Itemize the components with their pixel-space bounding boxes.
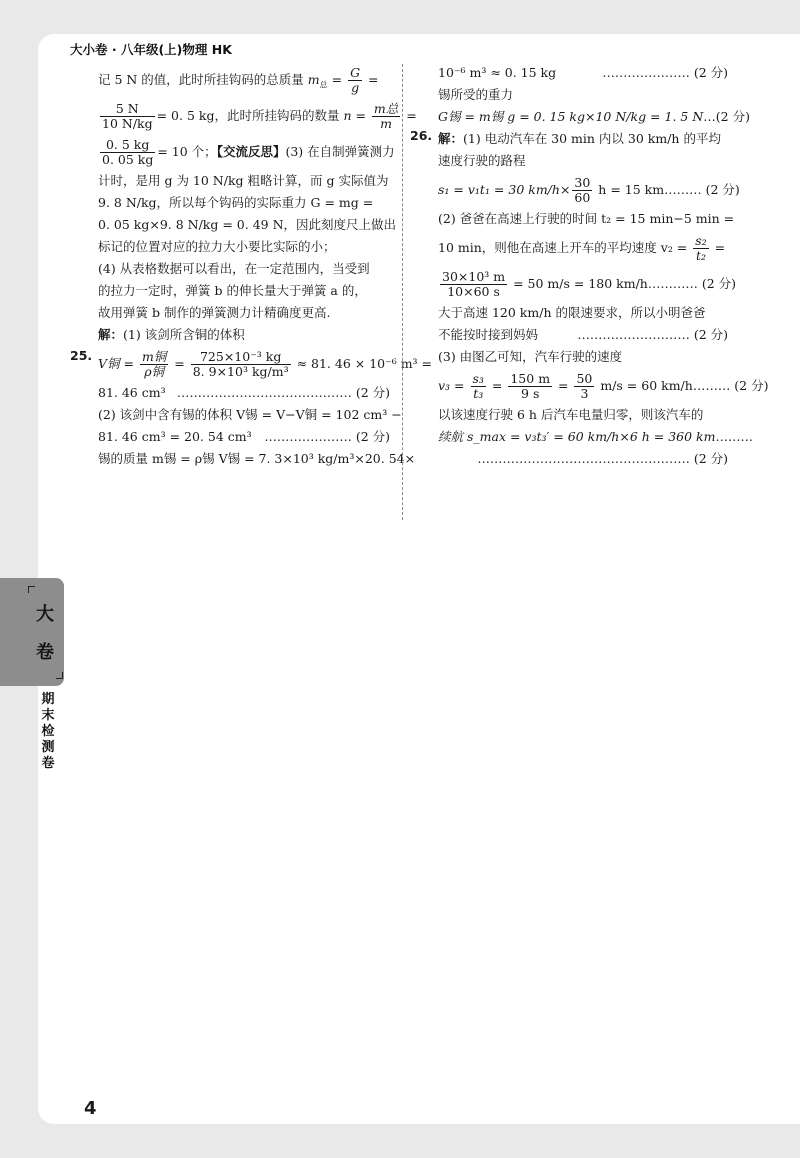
answer-label: 解：	[98, 327, 124, 342]
text-segment: =	[170, 356, 189, 371]
numerator: 0. 5 kg	[100, 138, 155, 153]
text-segment: n	[343, 108, 352, 123]
corner-mark	[56, 672, 63, 679]
score-dots: ……………………… (2 分)	[577, 327, 728, 342]
side-label-char: 期	[41, 692, 55, 707]
page-number: 4	[84, 1098, 97, 1119]
score-dots: ………………… (2 分)	[602, 65, 728, 80]
side-label-char: 末	[41, 708, 55, 723]
q25-line-3	[98, 382, 390, 404]
score-dots: ………………… (2 分)	[264, 429, 390, 444]
q25-line-1	[98, 324, 390, 346]
side-label-char: 测	[41, 740, 55, 755]
text-segment: V铜 =	[98, 356, 138, 371]
text-segment: =	[364, 72, 379, 87]
left-line-3	[98, 134, 395, 170]
fraction	[693, 234, 708, 263]
q26-line-11: 以该速度行驶 6 h 后汽车电量归零，则该汽车的	[438, 407, 704, 422]
denominator: ρ铜	[144, 364, 165, 379]
side-tab	[0, 578, 64, 686]
text-segment: 记 5 N 的值，此时所挂钩码的总质量	[98, 72, 308, 87]
column-divider	[402, 64, 403, 520]
text-segment: =	[351, 108, 370, 123]
fraction	[440, 270, 507, 299]
text-segment: =	[487, 378, 507, 393]
right-column	[438, 62, 769, 470]
text-segment: 81. 46 cm³	[98, 385, 166, 400]
side-label-char: 卷	[41, 756, 55, 771]
text-segment: (1) 电动汽车在 30 min 内以 30 km/h 的平均	[463, 131, 721, 146]
denominator: 8. 9×10³ kg/m³	[192, 364, 289, 379]
text-segment: ≈ 81. 46 × 10⁻⁶ m³ =	[292, 356, 433, 371]
fraction	[471, 372, 486, 401]
text-segment: 续航 s_max = v₃t₃′ = 60 km/h×6 h = 360 km	[438, 429, 716, 444]
q26-line-5	[438, 230, 728, 266]
q26-line-7: 大于高速 120 km/h 的限速要求，所以小明爸爸	[438, 305, 706, 320]
denominator: 9 s	[521, 386, 540, 401]
left-line-9: 的拉力一定时，弹簧 b 的伸长量大于弹簧 a 的，	[98, 283, 367, 298]
q26-line-10	[438, 368, 769, 404]
text-segment: 81. 46 cm³ = 20. 54 cm³	[98, 429, 252, 444]
numerator: s₃	[472, 371, 484, 386]
side-tab-char-2: 卷	[36, 642, 54, 663]
q26-line-1	[438, 128, 728, 150]
numerator: 30	[574, 175, 591, 190]
corner-mark	[28, 586, 35, 593]
q26-line-4: (2) 爸爸在高速上行驶的时间 t₂ = 15 min−5 min =	[438, 211, 735, 226]
score-dots: ……… (2 分)	[692, 378, 769, 393]
q26-line-8	[438, 324, 728, 346]
numerator: m总	[373, 101, 399, 116]
fraction	[100, 102, 155, 131]
q26-line-13: …………………………………………… (2 分)	[477, 451, 728, 466]
q26-line-3	[438, 172, 740, 208]
q25-line-6: 锡的质量 m锡 = ρ锡 V锡 = 7. 3×10³ kg/m³×20. 54×	[98, 451, 416, 466]
text-segment: = 10 个；	[157, 144, 217, 159]
page-header: 大小卷 · 八年级(上)物理 HK	[70, 42, 232, 57]
fraction	[140, 350, 168, 379]
text-segment: =	[402, 108, 417, 123]
text-segment: 10 min，则他在高速上开车的平均速度 v₂ =	[438, 240, 692, 255]
numerator: 150 m	[510, 371, 551, 386]
left-line-7: 标记的位置对应的拉力大小要比实际的小；	[98, 239, 336, 254]
question-number-25: 25.	[70, 348, 93, 363]
text-segment: m	[307, 72, 320, 87]
numerator: 50	[576, 371, 593, 386]
denominator: 10 N/kg	[102, 116, 153, 131]
text-segment: v₃ =	[438, 378, 469, 393]
score-dots: ………	[715, 429, 753, 444]
text-segment: h = 15 km	[594, 182, 665, 197]
side-label-char: 检	[41, 724, 55, 739]
score-dots: …………………………………… (2 分)	[176, 385, 390, 400]
fraction	[348, 66, 362, 95]
q25-line-5	[98, 426, 390, 448]
fraction	[508, 372, 552, 401]
fraction	[372, 102, 400, 131]
denominator: 60	[574, 190, 591, 205]
text-segment: m/s = 60 km/h	[596, 378, 693, 393]
side-label	[40, 692, 56, 772]
fraction	[191, 350, 291, 379]
numerator: m铜	[141, 349, 167, 364]
subscript: 总	[319, 80, 328, 90]
score-dots: …(2 分)	[703, 109, 750, 124]
denominator: 10×60 s	[447, 284, 500, 299]
q26-line-12	[438, 426, 753, 448]
text-segment: (1) 该剑所含铜的体积	[123, 327, 245, 342]
text-segment: = 50 m/s = 180 km/h	[509, 276, 648, 291]
section-tag: 【交流反思】	[216, 144, 286, 159]
text-segment: 10⁻⁶ m³ ≈ 0. 15 kg	[438, 65, 557, 80]
denominator: t₃	[473, 386, 484, 401]
fraction	[100, 138, 155, 167]
right-line-2: 锡所受的重力	[438, 87, 514, 102]
denominator: t₂	[695, 248, 706, 263]
denominator: g	[351, 80, 360, 95]
denominator: 3	[580, 386, 589, 401]
text-segment: G锡 = m锡 g = 0. 15 kg×10 N/kg = 1. 5 N	[438, 109, 704, 124]
answer-label: 解：	[438, 131, 464, 146]
text-segment: =	[327, 72, 347, 87]
left-line-6: 0. 05 kg×9. 8 N/kg = 0. 49 N，因此刻度尺上做出	[98, 217, 397, 232]
right-line-1	[438, 62, 728, 84]
q25-line-2	[98, 346, 433, 382]
text-segment: 不能按时接到妈妈	[438, 327, 539, 342]
score-dots: ………… (2 分)	[647, 276, 737, 291]
left-line-2	[98, 98, 417, 134]
fraction	[574, 372, 594, 401]
q26-line-9: (3) 由图乙可知，汽车行驶的速度	[438, 349, 623, 364]
numerator: 30×10³ m	[442, 269, 506, 284]
text-segment: = 0. 5 kg，此时所挂钩码的数量	[156, 108, 344, 123]
left-line-8: (4) 从表格数据可以看出，在一定范围内，当受到	[98, 261, 370, 276]
left-line-1	[98, 62, 390, 98]
text-segment: =	[710, 240, 726, 255]
denominator: 0. 05 kg	[102, 152, 154, 167]
q26-line-6	[438, 266, 737, 302]
left-line-10: 故用弹簧 b 制作的弹簧测力计精确度更高.	[98, 305, 331, 320]
question-number-26: 26.	[410, 128, 433, 143]
text-segment: (3) 在自制弹簧测力	[285, 144, 395, 159]
text-segment: s₁ = v₁t₁ = 30 km/h×	[438, 182, 571, 197]
denominator: m	[380, 116, 393, 131]
q25-line-4: (2) 该剑中含有锡的体积 V锡 = V−V铜 = 102 cm³ −	[98, 407, 402, 422]
numerator: 725×10⁻³ kg	[191, 350, 291, 365]
q26-line-2: 速度行驶的路程	[438, 153, 526, 168]
fraction	[572, 176, 592, 205]
side-tab-char-1: 大	[36, 604, 54, 625]
left-line-4: 计时，是用 g 为 10 N/kg 粗略计算，而 g 实际值为	[98, 173, 389, 188]
numerator: 5 N	[100, 102, 155, 117]
left-line-5: 9. 8 N/kg，所以每个钩码的实际重力 G = mg =	[98, 195, 374, 210]
right-line-3	[438, 106, 750, 128]
score-dots: ……… (2 分)	[664, 182, 740, 197]
text-segment: =	[554, 378, 573, 393]
numerator: s₂	[695, 233, 707, 248]
numerator: G	[350, 65, 361, 80]
